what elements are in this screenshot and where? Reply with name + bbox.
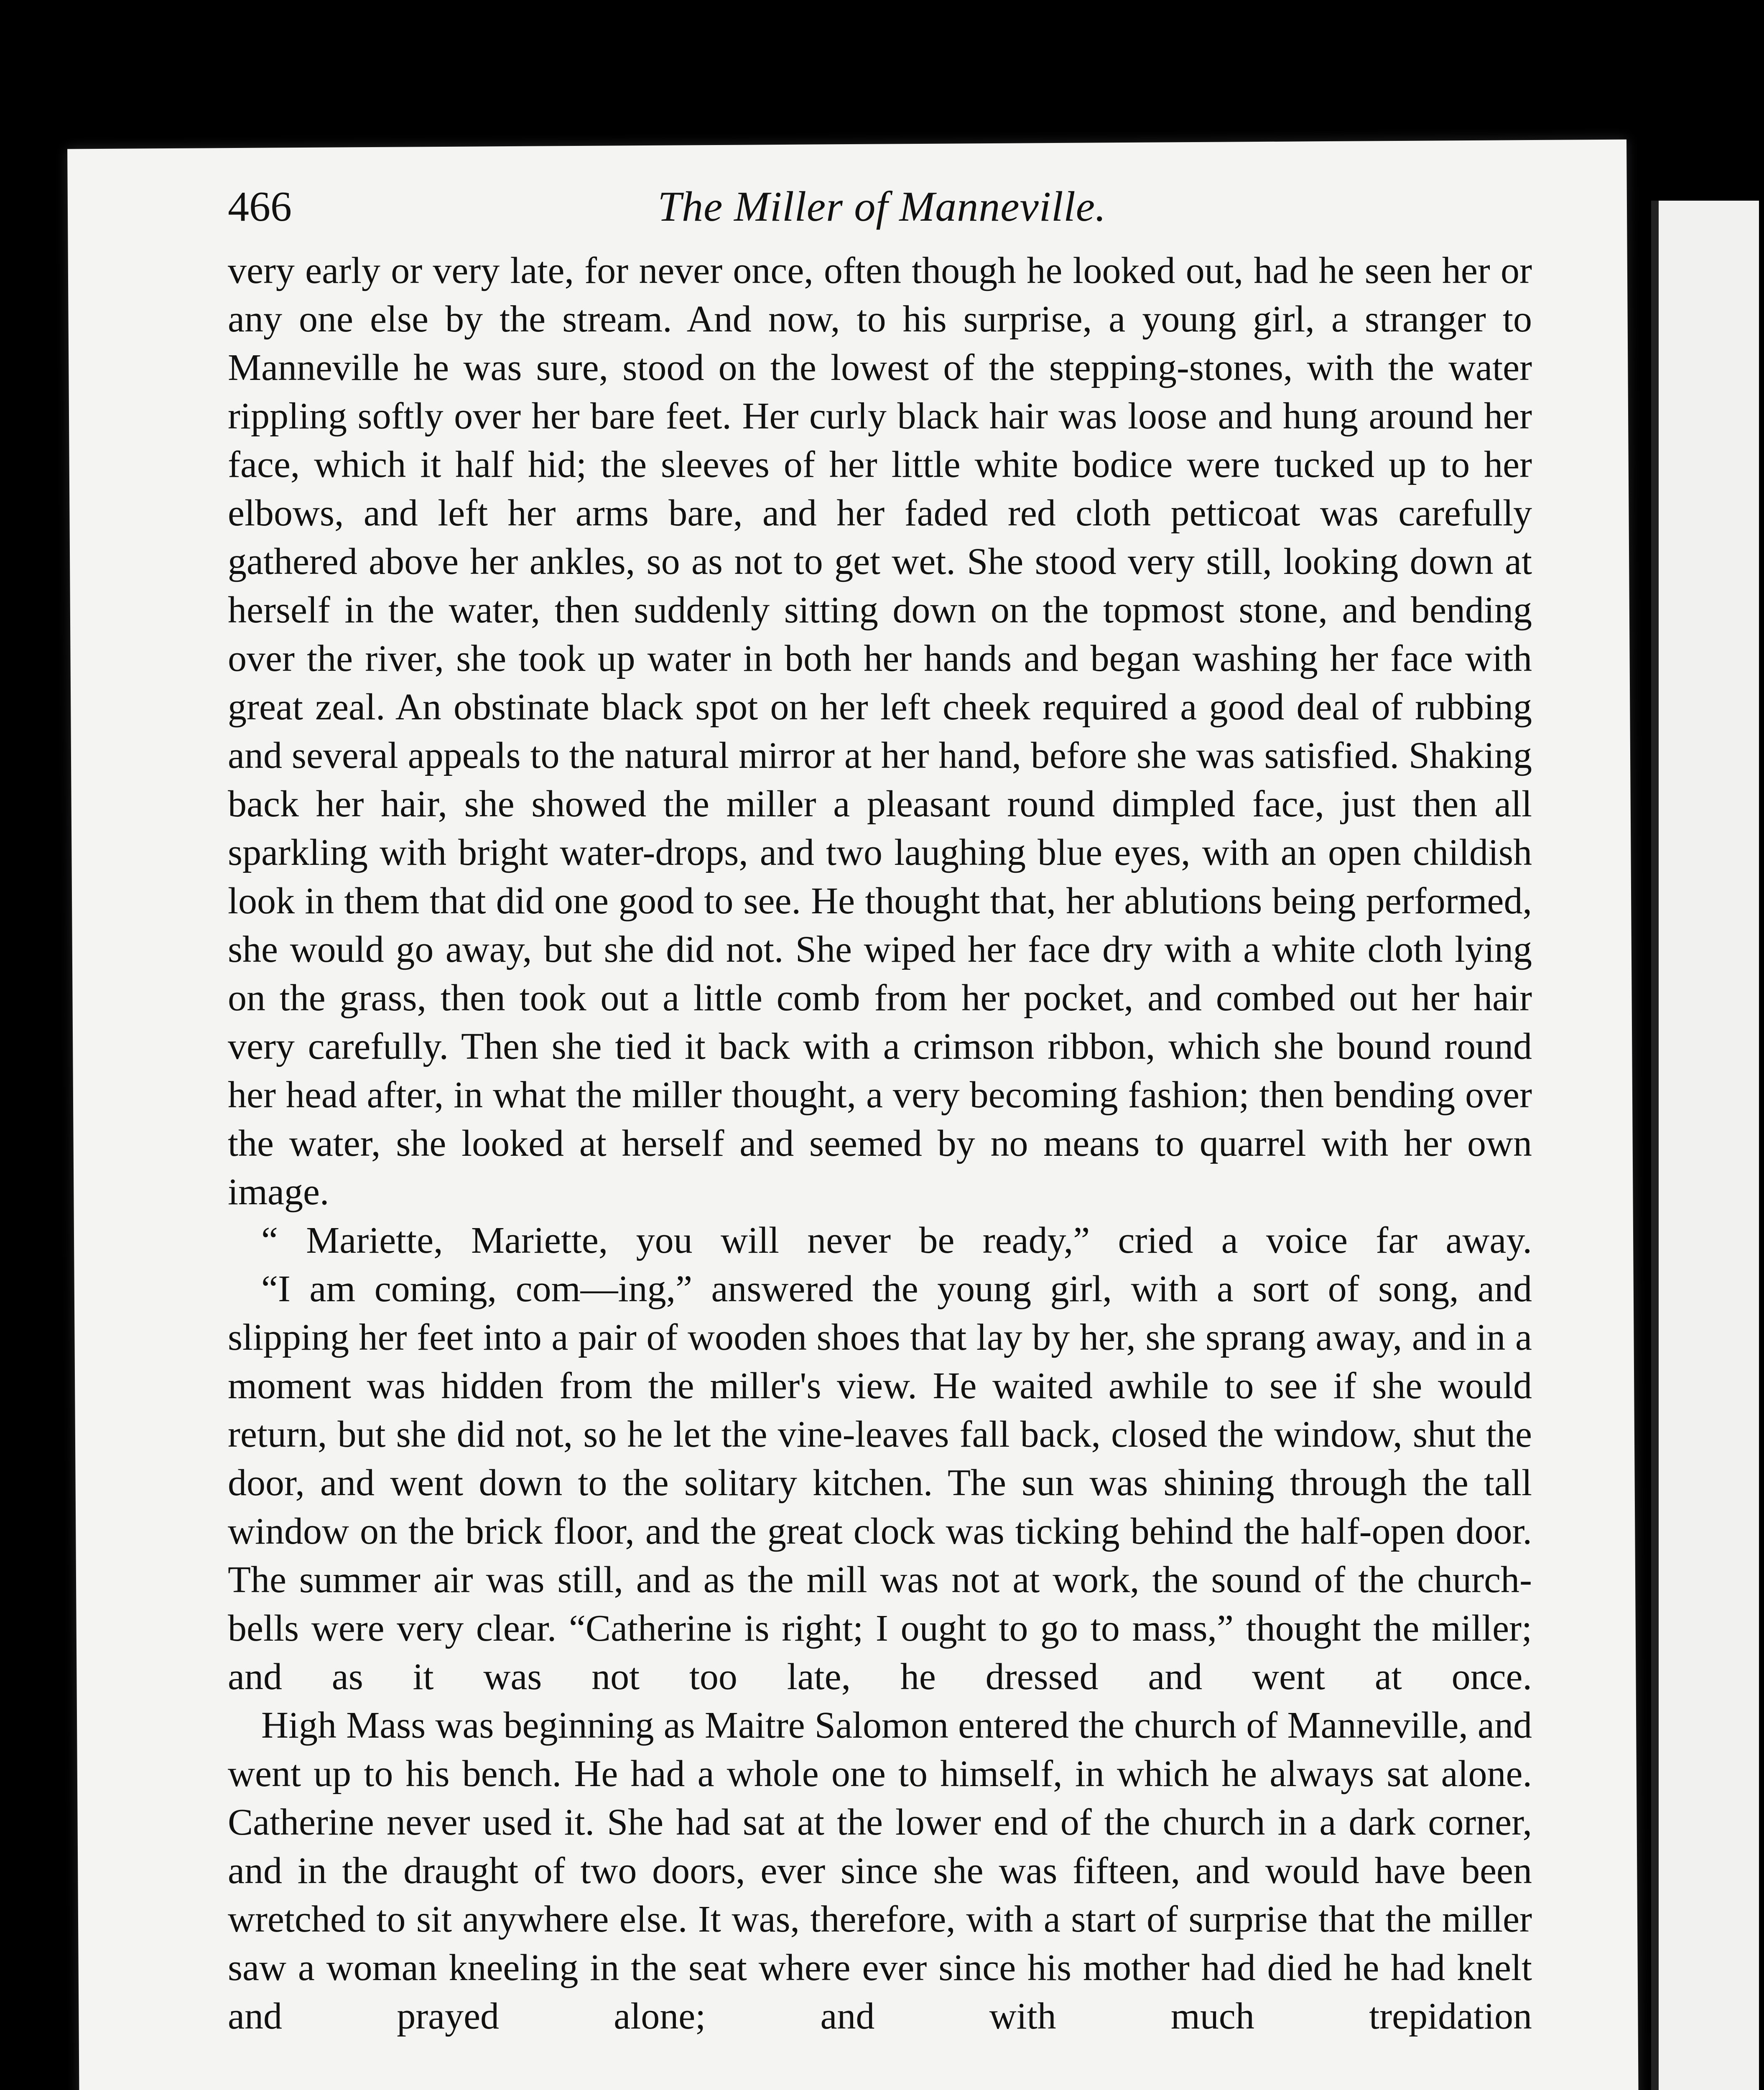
paragraph-2: “ Mariette, Mariette, you will never be ready,” cried a voice far away. — [261, 1220, 1532, 1261]
page-header — [228, 173, 1536, 240]
page-number: 466 — [228, 183, 292, 230]
paragraph-4: High Mass was beginning as Maitre Salomon entered the church of Manneville, and went up to his bench. He had a whole one to himself, in which he always sat alone. Catherine never used it. She had sat at the lower end of the church in a dark corner, and in the draught of two doors, ever since she was fifteen, and would have been wretched to sit anywhere else. It was, therefore, with a start of surprise that the miller saw a woman kneeling in the seat where ever since his mother had died he had knelt and prayed alone; and with much trepidation — [228, 1705, 1532, 2037]
adjacent-page-edge — [1651, 201, 1759, 2090]
body-text — [228, 247, 1532, 2041]
running-title: The Miller of Manneville. — [658, 183, 1106, 230]
paragraph-3: “I am coming, com—ing,” answered the young girl, with a sort of song, and slipping her feet into a pair of wooden shoes that lay by her, she sprang away, and in a moment was hidden from the miller's view. He waited awhile to see if she would return, but she did not, so he let the vine-leaves fall back, closed the window, shut the door, and went down to the solitary kitchen. The sun was shining through the tall window on the brick floor, and the great clock was ticking behind the half-open door. The summer air was still, and as the mill was not at work, the sound of the church-bells were very clear. “Catherine is right; I ought to go to mass,” thought the miller; and as it was not too late, he dressed and went at once. — [228, 1268, 1532, 1697]
paragraph-1: very early or very late, for never once, often though he looked out, had he seen her or any one else by the stream. And now, to his surprise, a young girl, a stranger to Manneville he was sure, stood on the lowest of the stepping-stones, with the water rippling softly over her bare feet. Her curly black hair was loose and hung around her face, which it half hid; the sleeves of her little white bodice were tucked up to her elbows, and left her arms bare, and her faded red cloth petticoat was carefully gathered above her ankles, so as not to get wet. She stood very still, looking down at herself in the water, then suddenly sitting down on the topmost stone, and bending over the river, she took up water in both her hands and began washing her face with great zeal. An obstinate black spot on her left cheek required a good deal of rubbing and several appeals to the natural mirror at her hand, before she was satisfied. Shaking back her hair, she showed the miller a pleasant round dimpled face, just then all sparkling with bright water-drops, and two laughing blue eyes, with an open childish look in them that did one good to see. He thought that, her ablutions being performed, she would go away, but she did not. She wiped her face dry with a white cloth lying on the grass, then took out a little comb from her pocket, and combed out her hair very carefully. Then she tied it back with a crimson ribbon, which she bound round her head after, in what the miller thought, a very becoming fashion; then bending over the water, she looked at herself and seemed by no means to quarrel with her own image. — [228, 250, 1532, 1213]
